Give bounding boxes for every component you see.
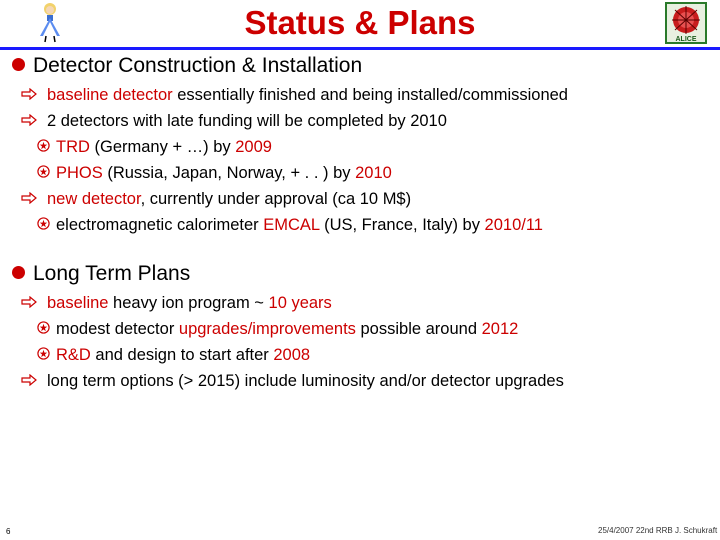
item-text: electromagnetic calorimeter (56, 216, 264, 234)
item-text: 10 years (268, 294, 332, 312)
list-item (37, 138, 272, 157)
list-item (21, 372, 564, 391)
item-text: 2 detectors with late funding will be completed by 2010 (47, 112, 447, 130)
item-text: and design to start after (90, 346, 274, 364)
slide-title: Status & Plans (244, 4, 476, 41)
item-text: (Russia, Japan, Norway, + . . ) by (102, 164, 356, 182)
item-text: baseline detector (47, 86, 173, 104)
item-text: 2010/11 (484, 216, 543, 234)
item-text: heavy ion program ~ (108, 294, 269, 312)
list-item (37, 320, 518, 339)
item-text: 2012 (481, 320, 519, 338)
list-item (37, 216, 543, 235)
item-text: (US, France, Italy) by (319, 216, 485, 234)
star-circle-icon (37, 321, 50, 334)
item-text: upgrades/improvements (178, 320, 356, 338)
star-circle-icon (37, 139, 50, 152)
item-text: PHOS (56, 164, 103, 182)
item-text: new detector (47, 190, 141, 208)
section-heading (12, 262, 190, 286)
item-text: modest detector (56, 320, 179, 338)
item-text: R&D (56, 346, 91, 364)
outline-arrow-icon (21, 296, 37, 308)
item-text: long term options (> 2015) include luminosity and/or detector upgrades (47, 372, 564, 390)
outline-arrow-icon (21, 114, 37, 126)
outline-arrow-icon (21, 374, 37, 386)
item-text: essentially finished and being installed/commissioned (172, 86, 568, 104)
item-text: EMCAL (263, 216, 320, 234)
item-text: , currently under approval (ca 10 M$) (140, 190, 412, 208)
star-circle-icon (37, 165, 50, 178)
item-text: (Germany + …) by (89, 138, 236, 156)
section-heading (12, 54, 362, 78)
section-heading-text: Detector Construction & Installation (33, 54, 363, 77)
list-item (37, 164, 392, 183)
item-text: TRD (56, 138, 90, 156)
page-number: 6 (6, 527, 11, 536)
bullet-dot-icon (12, 58, 25, 71)
title-divider (0, 47, 720, 50)
item-text: 2010 (355, 164, 392, 182)
list-item (21, 86, 568, 105)
footer-info: 25/4/2007 22nd RRB J. Schukraft (598, 526, 718, 535)
star-circle-icon (37, 347, 50, 360)
list-item (37, 346, 310, 365)
outline-arrow-icon (21, 192, 37, 204)
outline-arrow-icon (21, 88, 37, 100)
list-item (21, 294, 332, 313)
item-text: baseline (47, 294, 109, 312)
list-item (21, 112, 447, 131)
bullet-dot-icon (12, 266, 25, 279)
star-circle-icon (37, 217, 50, 230)
item-text: possible around (355, 320, 482, 338)
item-text: 2009 (235, 138, 272, 156)
list-item (21, 190, 411, 209)
section-heading-text: Long Term Plans (33, 262, 191, 285)
svg-text:ALICE: ALICE (675, 36, 697, 43)
item-text: 2008 (273, 346, 311, 364)
